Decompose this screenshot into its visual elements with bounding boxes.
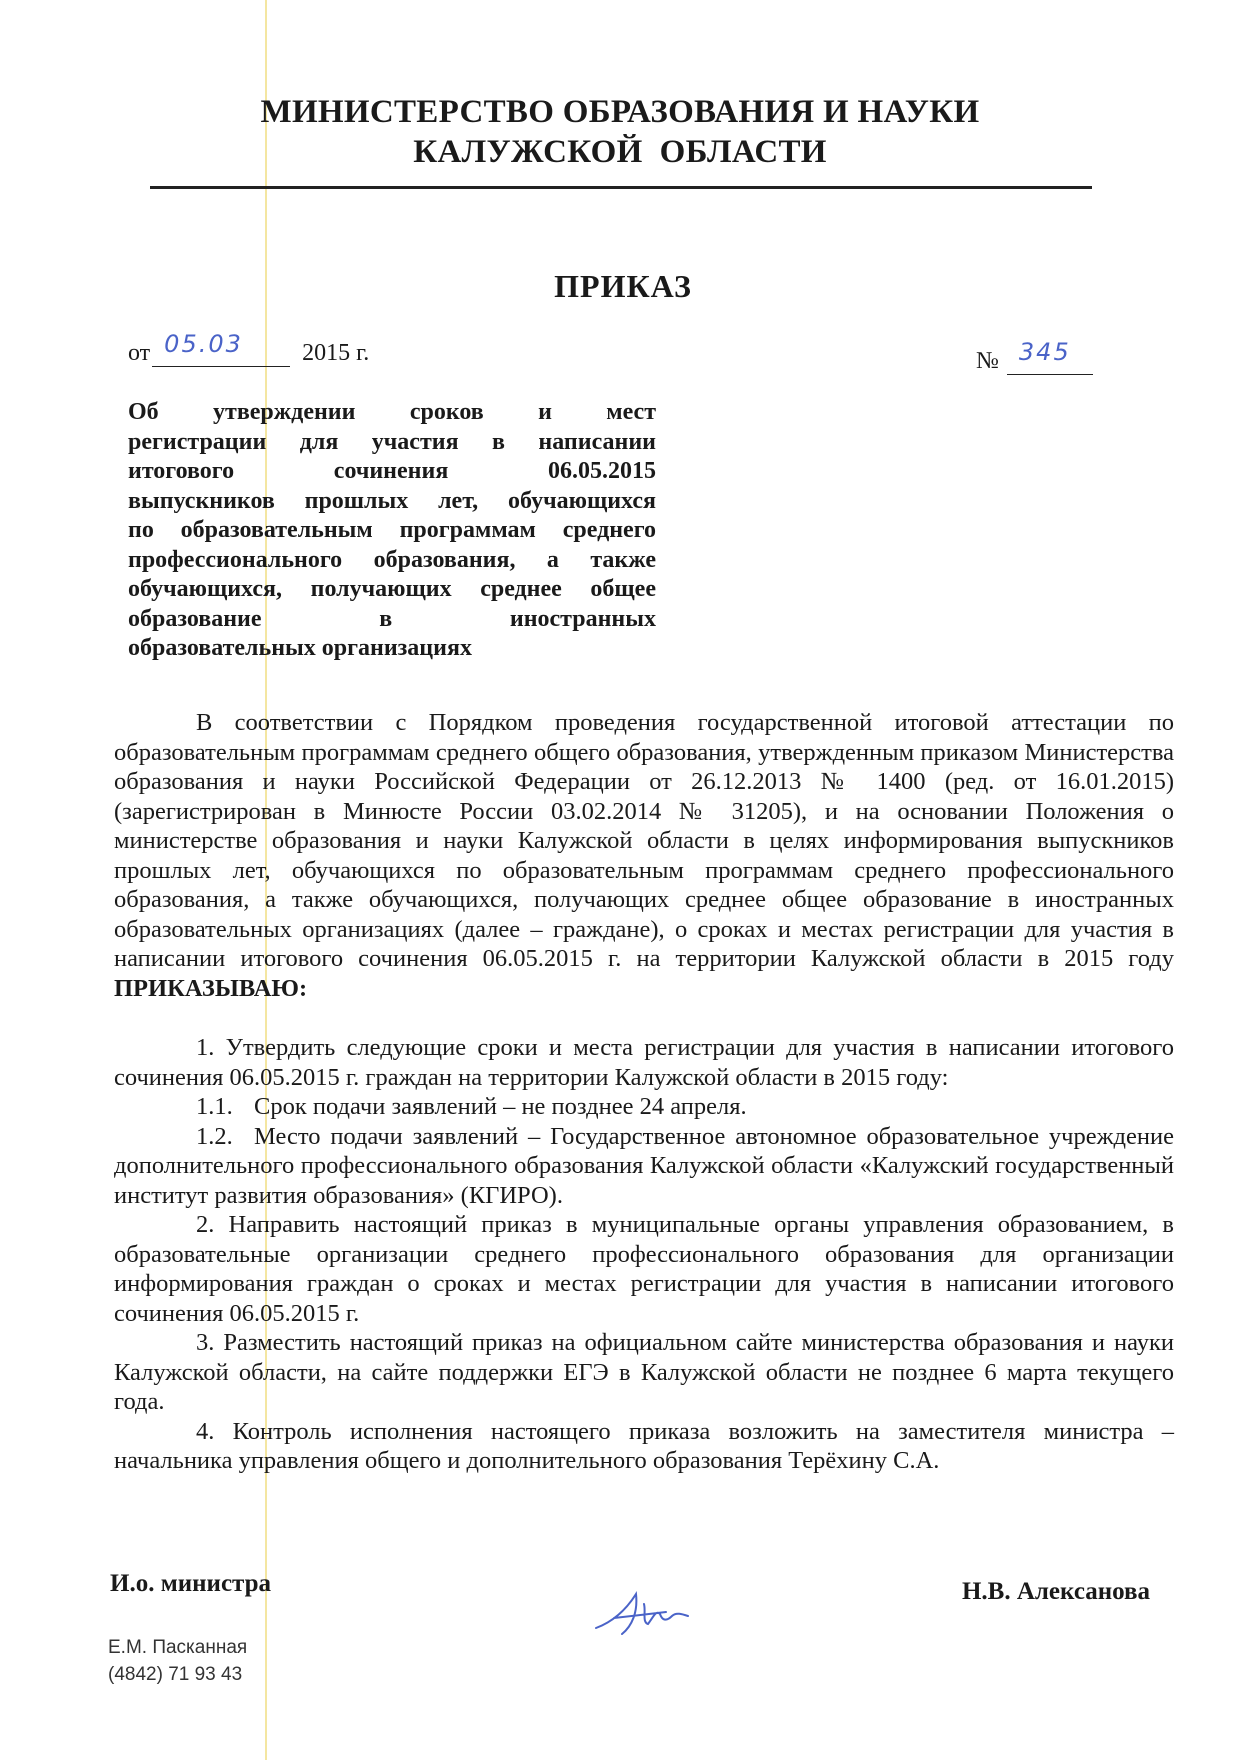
handwritten-number: 345	[1018, 338, 1071, 366]
subject-line: выпускников прошлых лет, обучающихся	[128, 487, 656, 514]
subject-line: итогового сочинения 06.05.2015	[128, 458, 656, 484]
item-1-2-text: Место подачи заявлений – Государственное автономное образовательное учреждение дополнительного профессионального образования Калужской области «Калужский государственный институт развития образования» (КГИРО).	[114, 1122, 1174, 1209]
handwritten-date: 05.03	[164, 330, 243, 358]
item-1-2-number: 1.2.	[196, 1122, 233, 1150]
order-number	[976, 338, 1093, 375]
item-3: 3. Разместить настоящий приказ на официальном сайте министерства образования и науки Калужской области, на сайте поддержки ЕГЭ в Калужской области не позднее 6 марта текущего года.	[114, 1329, 1174, 1415]
item-1-1	[114, 1092, 1174, 1122]
subject-line: по образовательным программам среднего	[128, 517, 656, 543]
subject-line: профессионального образования, а также	[128, 546, 656, 573]
item-1: 1. Утвердить следующие сроки и места регистрации для участия в написании итогового сочинения 06.05.2015 г. граждан на территории Калужской области в 2015 году:	[114, 1034, 1174, 1091]
ministry-header	[150, 92, 1090, 172]
order-date	[128, 330, 370, 367]
item-4: 4. Контроль исполнения настоящего приказа возложить на заместителя министра – начальника управления общего и дополнительного образования Терёхину С.А.	[114, 1417, 1174, 1474]
subject-line: регистрации для участия в написании	[128, 428, 656, 455]
signer-title: И.о. министра	[110, 1570, 272, 1597]
order-body	[114, 708, 1174, 1476]
header-rule	[150, 186, 1092, 189]
preamble-text: В соответствии с Порядком проведения государственной итоговой аттестации по образовательным программам среднего общего образования, утвержденным приказом Министерства образования и науки Российской Федерации от 26.12.2013 № 1400 (ред. от 16.01.2015) (зарегистрирован в Минюсте России 03.02.2014 № 31205), и на основании Положения о министерстве образования и науки Калужской области в целях информирования выпускников прошлых лет, обучающихся по образовательным программам среднего профессионального образования, а также обучающихся, получающих среднее общее образование в иностранных образовательных организациях (далее – граждане), о сроках и местах регистрации для участия в написании итогового сочинения 06.05.2015 г. на территории Калужской области в 2015 году	[114, 709, 1174, 972]
item-1-1-number: 1.1.	[196, 1093, 233, 1120]
executor-name: Е.М. Пасканная	[108, 1637, 248, 1658]
number-sign: №	[976, 348, 999, 374]
date-prefix: от	[128, 340, 151, 366]
subject-line: Об утверждении сроков и мест	[128, 399, 656, 425]
subject-line: образовательных организациях	[128, 635, 472, 661]
date-blank	[152, 330, 290, 367]
header-line-1: МИНИСТЕРСТВО ОБРАЗОВАНИЯ И НАУКИ	[260, 94, 980, 130]
item-1-2	[114, 1122, 1174, 1211]
order-subject	[128, 398, 656, 664]
signer-name: Н.В. Алексанова	[961, 1578, 1150, 1605]
handwritten-signature	[592, 1582, 702, 1642]
executor-info	[108, 1634, 247, 1688]
header-line-2: КАЛУЖСКОЙ ОБЛАСТИ	[413, 134, 827, 170]
order-word: ПРИКАЗЫВАЮ:	[114, 974, 308, 1002]
item-2: 2. Направить настоящий приказ в муниципальные органы управления образованием, в образовательные организации среднего профессионального образования для организации информирования граждан о сроках и местах регистрации для участия в написании итогового сочинения 06.05.2015 г.	[114, 1211, 1174, 1327]
item-1-1-text: Срок подачи заявлений – не позднее 24 апреля.	[254, 1093, 747, 1120]
document-title: ПРИКАЗ	[554, 268, 692, 304]
subject-line: обучающихся, получающих среднее общее	[128, 576, 656, 602]
preamble-paragraph	[114, 708, 1174, 1003]
number-blank	[1007, 338, 1093, 375]
date-year: 2015 г.	[302, 340, 370, 366]
executor-phone: (4842) 71 93 43	[108, 1664, 243, 1685]
subject-line: образование в иностранных	[128, 605, 656, 632]
